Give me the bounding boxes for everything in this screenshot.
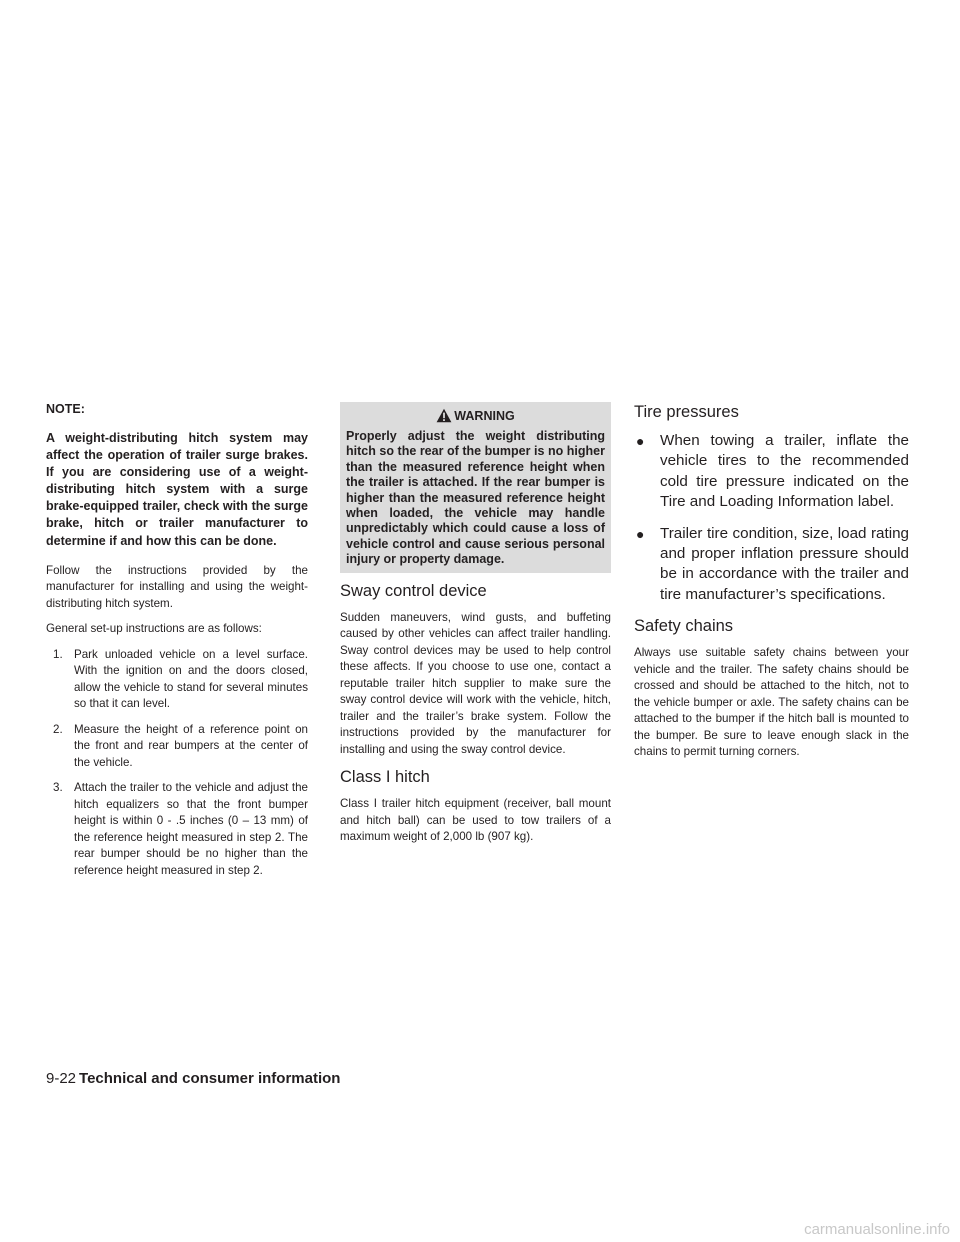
footer-title: Technical and consumer information: [79, 1070, 341, 1087]
list-item-text: Trailer tire condition, size, load rating and proper inflation pressure should be in accordance with the trailer and tire manufacturer’s specifications.: [660, 524, 909, 603]
sway-control-body: Sudden maneuvers, wind gusts, and buffeting caused by other vehicles can affect trailer handling. Sway control devices may be used to help control these affects. If you choose to use one, contact a reputable trailer hitch supplier to make sure the sway control device will work with the vehicle, hitch, trailer and the trailer’s brake system. Follow the instructions provided by the manufacturer for installing and using the sway control device.: [340, 610, 611, 756]
bullet-dot-icon: ●: [636, 525, 645, 542]
setup-intro: General set-up instructions are as follows:: [46, 622, 262, 636]
instructions-paragraph: Follow the instructions provided by the manufacturer for installing and using the weight-distributing hitch system.: [46, 563, 308, 610]
note-heading: NOTE:: [46, 402, 85, 416]
tire-pressures-heading: Tire pressures: [634, 403, 739, 421]
watermark: carmanualsonline.info: [804, 1221, 950, 1238]
safety-chains-body: Always use suitable safety chains between your vehicle and the trailer. The safety chains should be crossed and should be attached to the hitch, not to the vehicle bumper or axle. The safety chains can be attached to the bumper if the hitch ball is mounted to the bumper. Be sure to leave enough slack in the chains to permit turning corners.: [634, 646, 909, 759]
list-item: [634, 524, 909, 606]
setup-step: [46, 722, 308, 772]
class-i-hitch-body: Class I trailer hitch equipment (receiver, ball mount and hitch ball) can be used to tow trailers of a maximum weight of 2,000 lb (907 kg).: [340, 797, 611, 844]
list-item: [634, 431, 909, 513]
step-text: Attach the trailer to the vehicle and adjust the hitch equalizers so that the front bumper height is within 0 - .5 inches (0 – 13 mm) of the reference height measured in step 2. The rear bumper should be no higher than the reference height measured in step 2.: [74, 781, 308, 877]
page-number: 9-22: [46, 1070, 77, 1087]
tire-pressures-list: [634, 431, 909, 605]
step-number: 1.: [53, 647, 63, 661]
warning-triangle-icon: [436, 408, 452, 423]
left-column: [46, 402, 308, 888]
warning-title: [346, 402, 605, 429]
sway-control-heading: Sway control device: [340, 581, 487, 600]
step-number: 3.: [53, 781, 63, 795]
right-column: [634, 402, 909, 770]
setup-step: [46, 780, 308, 879]
step-text: Park unloaded vehicle on a level surface. With the ignition on and the doors closed, allow the vehicle to stand for several minutes so that it can level.: [74, 647, 308, 711]
setup-steps-list: [46, 647, 308, 880]
class-i-hitch-heading: Class I hitch: [340, 768, 430, 787]
list-item-text: When towing a trailer, inflate the vehicle tires to the recommended cold tire pressure indicated on the Tire and Loading Information label.: [660, 432, 909, 511]
note-body: A weight-distributing hitch system may affect the operation of trailer surge brakes. If you are considering use of a weight-distributing hitch system with a surge brake-equipped trailer, check with the surge brake, hitch or trailer manufacturer to determine if and how this can be done.: [46, 431, 308, 548]
warning-label: WARNING: [454, 409, 515, 423]
step-number: 2.: [53, 722, 63, 736]
warning-body: Properly adjust the weight distributing hitch so the rear of the bumper is no higher than the measured reference height when the trailer is attached. If the rear bumper is higher than the measured reference height when loaded, the vehicle may handle unpredictably which could cause a loss of vehicle control and cause serious personal injury or property damage.: [346, 429, 605, 567]
setup-step: [46, 647, 308, 713]
bullet-dot-icon: ●: [636, 433, 645, 449]
step-text: Measure the height of a reference point on the front and rear bumpers at the center of the vehicle.: [74, 722, 308, 769]
page-footer: [46, 1070, 340, 1088]
safety-chains-heading: Safety chains: [634, 617, 734, 636]
middle-column: [340, 402, 611, 855]
warning-box: [340, 402, 611, 573]
